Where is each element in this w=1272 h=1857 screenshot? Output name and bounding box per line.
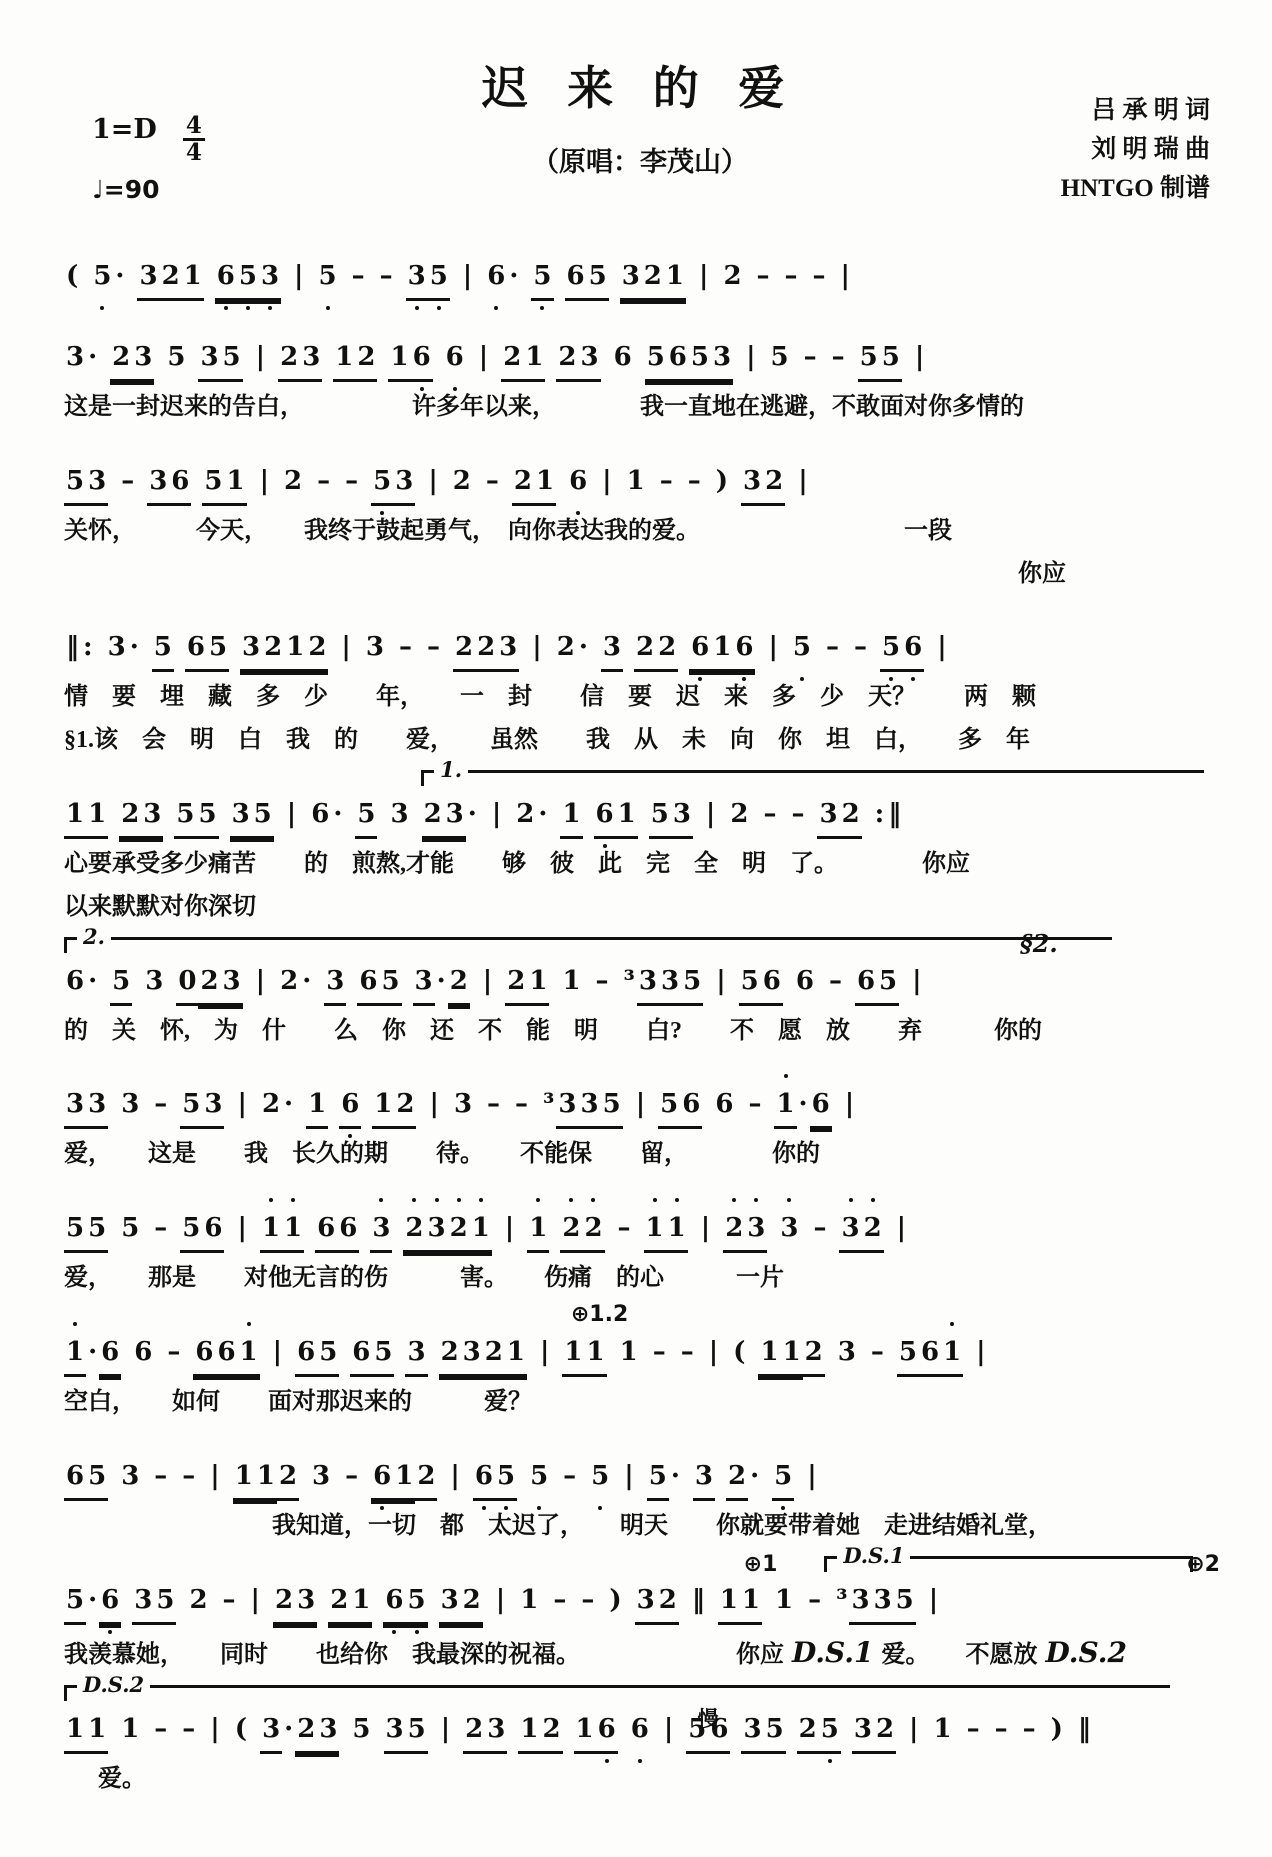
ds1-bracket — [824, 1542, 1193, 1572]
system-5 — [64, 756, 1216, 925]
notes-line-10: 6 5 3 – – | 1 1 2 3 – 6 1 2 | 6 5 5 – 5 | 5 · 3 2 · 5 | — [64, 1438, 1216, 1501]
lyrics-line: 我知道，一切 都 太迟了， 明天 你就要带着她 走进结婚礼堂， — [272, 1512, 1052, 1539]
tempo-marking: ♩=90 — [92, 175, 160, 205]
ds2-bracket — [64, 1672, 1170, 1701]
key-signature: 1=D — [92, 114, 157, 145]
composer-credit: 刘 明 瑞 曲 — [1091, 135, 1210, 163]
lyrics-line-with-ds-labels — [64, 1633, 1216, 1674]
meter-denominator: 4 — [185, 139, 202, 167]
system-4 — [64, 601, 1216, 758]
notes-line-9: 1 · 6 6 – 6 6 1 | 6 5 6 5 3 2 3 2 1 | 1 1 1 – – | ( 1 1 2 3 – 5 6 1 | — [64, 1314, 1216, 1377]
volta-1-bracket — [421, 756, 1204, 786]
system-11 — [64, 1542, 1220, 1674]
notes-line-5: 1 1 2 3 5 5 3 5 | 6 · 5 3 2 3 · | 2 · 1 6 1 5 3 | 2 – – 3 2 : ‖ — [64, 776, 1216, 839]
notes-line-11: 5 · 6 3 5 2 – | 2 3 2 1 6 5 3 2 | 1 – – ) 3 2 ‖ 1 1 1 – ³ 3 3 5 | — [64, 1562, 1216, 1625]
credits-block — [1061, 92, 1210, 208]
lyrics-line-verse2: 你应 — [1018, 560, 1066, 587]
lyricist-credit: 吕 承 明 词 — [1091, 97, 1210, 124]
system-10 — [64, 1430, 1216, 1544]
volta-2-bracket — [64, 923, 1112, 953]
notes-line-2: 3 · 2 3 5 3 5 | 2 3 1 2 1 6 6 | 2 1 2 3 6 5 6 5 3 | 5 – – 5 5 | — [64, 319, 1216, 382]
notes-line-12: 1 1 1 – – | ( 3 · 2 3 5 3 5 | 2 3 1 2 1 6 6 | 5 6 3 5 2 5 3 2 | 1 – – – ) ‖ — [64, 1691, 1216, 1754]
ds2-bracket-label: D.S.2 — [77, 1672, 150, 1697]
notes-line-4: ‖ : 3 · 5 6 5 3 2 1 2 | 3 – – 2 2 3 | 2 · 3 2 2 6 1 6 | 5 – – 5 6 | — [64, 609, 1216, 672]
notes-line-8: 5 5 5 – 5 6 | 1 1 6 6 3 2 3 2 1 | 1 2 2 – 1 1 | 2 3 3 – 3 2 | — [64, 1190, 1216, 1253]
notes-line-3: 5 3 – 3 6 5 1 | 2 – – 5 3 | 2 – 2 1 6 | 1 – – ) 3 2 | — [64, 443, 1216, 506]
lyrics-line: 空白， 如何 面对那迟来的 爱？ — [64, 1388, 532, 1415]
segno-2-mark: §2. — [1020, 928, 1058, 958]
volta-2-label: 2. — [77, 924, 111, 949]
system-2 — [64, 311, 1216, 425]
coda-2-mark: ⊕2 — [1186, 1551, 1220, 1577]
system-6 — [64, 923, 1216, 1049]
lyrics-line: 爱。 — [98, 1766, 146, 1793]
slow-tempo-mark: 慢 — [697, 1707, 719, 1732]
system-7 — [64, 1058, 1216, 1172]
lyrics-line-verse1: 情 要 埋 藏 多 少 年， 一 封 信 要 迟 来 多 少 天？ 两 颗 — [64, 684, 1036, 711]
key-meter-row — [92, 114, 205, 165]
system-9 — [64, 1301, 1216, 1420]
lyrics-line: 爱， 那是 对他无言的伤 害。 伤痛 的心 一片 — [64, 1265, 784, 1292]
score-header — [64, 52, 1216, 220]
lyrics-line: 的 关 怀, 为 什 么 你 还 不 能 明 白? 不 愿 放 弃 你的 — [64, 1017, 1042, 1044]
system-3 — [64, 435, 1216, 592]
time-signature — [183, 114, 205, 165]
lyrics-line: 关怀， 今天， 我终于鼓起勇气， 向你表达我的爱。 一段 — [64, 517, 952, 544]
lyrics-line: 爱， 这是 我 长久的期 待。 不能保 留， 你的 — [64, 1141, 820, 1168]
song-title: 迟 来 的 爱 — [481, 63, 799, 114]
key-tempo-block — [92, 114, 205, 205]
lyrics-line-verse1: 心要承受多少痛苦 的 煎熬,才能 够 彼 此 完 全 明 了。 你应 — [64, 850, 970, 877]
volta-1-label: 1. — [434, 757, 468, 782]
lyrics-line: 这是一封迟来的告白， 许多年以来， 我一直地在逃避，不敢面对你多情的 — [64, 394, 1024, 420]
system-8 — [64, 1182, 1216, 1296]
ds2-text-label: D.S.2 — [1045, 1635, 1127, 1669]
lyrics-segment-a: 我羡慕她， 同时 也给你 我最深的祝福。 你应 — [64, 1641, 784, 1668]
lyrics-line-verse2: 以来默默对你深切 — [64, 893, 256, 920]
notes-line-1: ( 5 · 3 2 1 6 5 3 | 5 – – 3 5 | 6 · 5 6 5 3 2 1 | 2 – – – | — [64, 238, 1216, 301]
original-singer: （原唱：李茂山） — [532, 147, 748, 177]
lyrics-segment-b: 爱。 不愿放 — [881, 1641, 1038, 1668]
arranger-credit: HNTGO 制谱 — [1060, 174, 1210, 202]
notes-line-6: 6 · 5 3 0 2 3 | 2 · 3 6 5 3 · 2 | 2 1 1 – ³ 3 3 5 | 5 6 6 – 6 5 | — [64, 943, 1216, 1006]
ds1-text-label: D.S.1 — [792, 1635, 874, 1669]
system-12 — [64, 1672, 1216, 1797]
meter-numerator: 4 — [183, 114, 205, 141]
notes-line-7: 3 3 3 – 5 3 | 2 · 1 6 1 2 | 3 – – ³ 3 3 5 | 5 6 6 – 1 · 6 | — [64, 1066, 1216, 1129]
lyrics-line-verse2-segno1: §1.该 会 明 白 我 的 爱， 虽然 我 从 未 向 你 坦 白， 多 年 — [64, 727, 1030, 754]
ds1-bracket-label: D.S.1 — [837, 1543, 910, 1568]
system-1 — [64, 230, 1216, 301]
coda-1-2-mark: ⊕1.2 — [570, 1301, 629, 1327]
coda-1-mark: ⊕1 — [743, 1551, 778, 1577]
